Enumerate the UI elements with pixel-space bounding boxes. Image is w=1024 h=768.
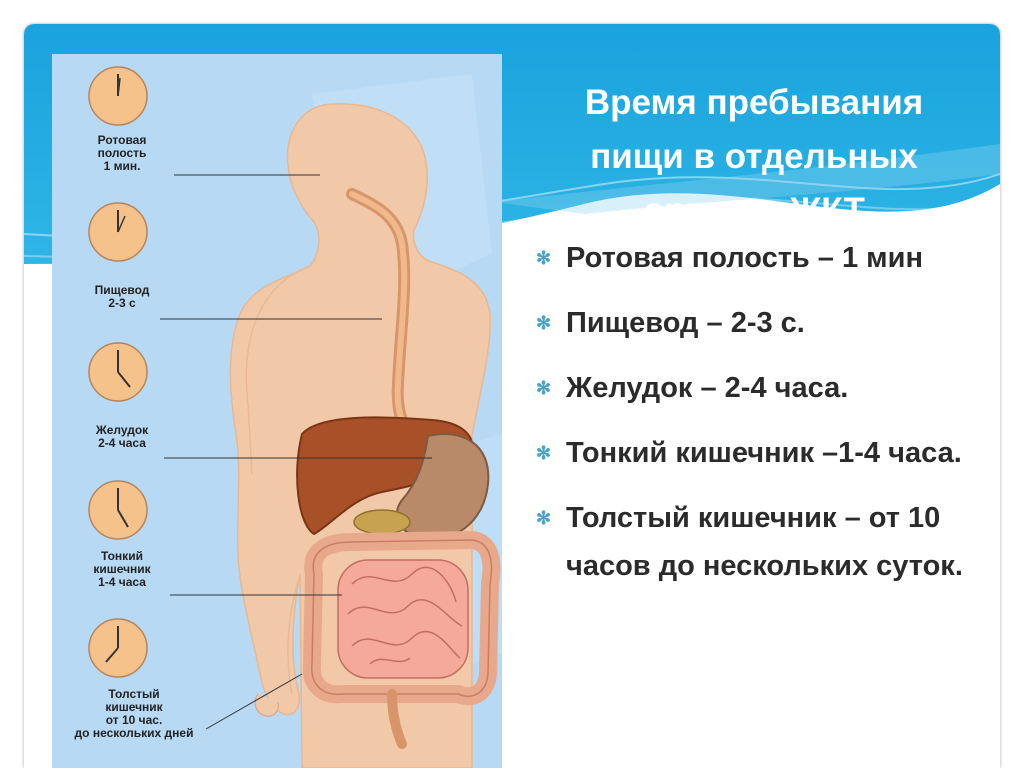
bullet-text: Пищевод – 2-3 с. [566,307,805,339]
clock-5 [89,619,147,677]
bullet-item [534,494,1000,590]
bullet-text: Тонкий кишечник –1-4 часа. [566,437,962,469]
clock-label-large-intestine: Толстый кишечник от 10 час. до нескольких дней [74,687,194,740]
asterisk-icon: ✻ [536,248,552,268]
digestive-diagram [52,54,502,768]
clock-1 [89,67,147,125]
bullet-text: Ротовая полость – 1 мин [566,242,923,274]
asterisk-icon: ✻ [536,443,552,463]
asterisk-icon: ✻ [536,313,552,333]
bullet-text: Желудок – 2-4 часа. [566,372,849,404]
bullet-item [534,234,1000,282]
clock-label-esophagus: Пищевод 2-3 с [94,283,150,310]
slide-title: Время пребывания пищи в отдельных органах ЖКТ [584,83,924,230]
bullet-text: Толстый кишечник – от 10 часов до нескольких суток. [566,502,963,582]
bullet-item [534,364,1000,412]
clock-3 [89,343,147,401]
slide [24,24,1000,768]
bullet-item [534,429,1000,477]
clock-label-small-intestine: Тонкий кишечник 1-4 часа [93,549,151,589]
clock-2 [89,203,147,261]
small-intestine [338,560,468,678]
bullet-list [534,234,1000,607]
clock-label-mouth: Ротовая полость 1 мин. [97,133,147,173]
bullet-item [534,299,1000,347]
asterisk-icon: ✻ [536,508,552,528]
asterisk-icon: ✻ [536,378,552,398]
clock-4 [89,481,147,539]
clock-label-stomach: Желудок 2-4 часа [95,423,149,450]
